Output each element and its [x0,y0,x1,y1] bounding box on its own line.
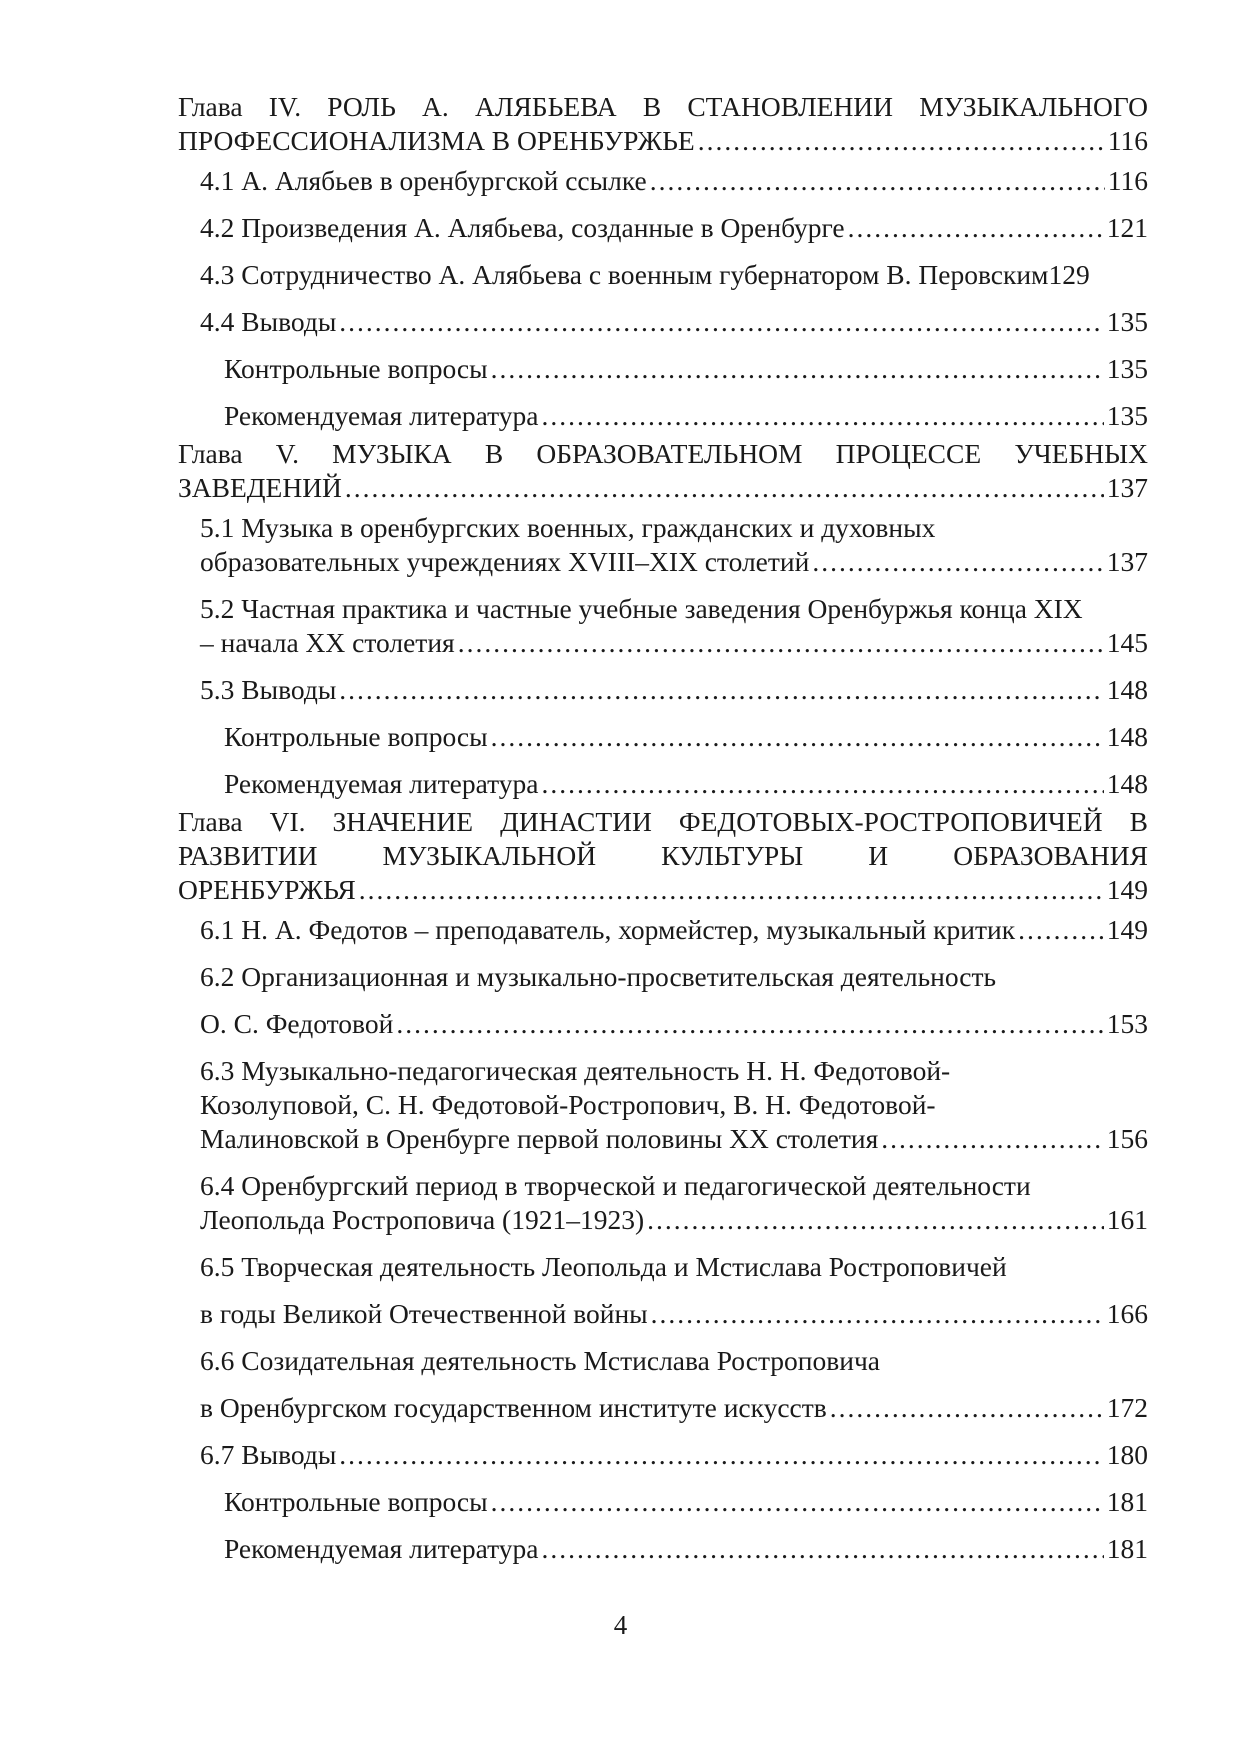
chapter-4-questions [178,352,1148,386]
leader-dots [830,1391,1104,1425]
heading-word: IV. [268,91,302,122]
section-5-3 [178,673,1148,707]
section-page: 166 [1106,1298,1148,1329]
leader-dots [396,1007,1103,1041]
heading-word: УЧЕБНЫХ [1014,438,1148,469]
section-page: 148 [1106,674,1148,705]
table-of-contents [178,90,1148,1579]
heading-word: МУЗЫКА [332,438,452,469]
chapter-5-questions [178,720,1148,754]
chapter-6-entry [178,805,1148,907]
section-title-line: Козолуповой, С. Н. Федотовой-Ростропович, В. Н. Федотовой- [200,1089,936,1120]
chapter-6-heading-line-3 [178,873,1148,907]
chapter-4-page: 116 [1107,125,1148,156]
heading-word: АЛЯБЬЕВА [474,91,617,122]
heading-word: ЗНАЧЕНИЕ [332,806,474,837]
leader-dots [647,1203,1104,1237]
section-title: – начала XX столетия [200,627,455,658]
heading-word: И [868,840,889,871]
page-number: 4 [613,1610,628,1640]
leader-dots [339,1438,1103,1472]
subsection-page: 135 [1106,400,1148,431]
chapter-5-page: 137 [1106,472,1148,503]
leader-dots [458,626,1104,660]
chapter-5-literature [178,767,1148,801]
leader-dots [541,767,1103,801]
chapter-4-title-end: ПРОФЕССИОНАЛИЗМА В ОРЕНБУРЖЬЕ [178,125,695,156]
heading-word: В [484,438,504,469]
heading-word: Глава [178,438,243,469]
section-5-2 [178,592,1148,660]
section-title-line: 6.3 Музыкально-педагогическая деятельность Н. Н. Федотовой- [200,1055,951,1086]
leader-dots [541,399,1103,433]
section-title-line-last [200,626,1148,660]
heading-word: ФЕДОТОВЫХ-РОСТРОПОВИЧЕЙ [678,806,1103,837]
section-title-line: 6.4 Оренбургский период в творческой и педагогической деятельности [200,1170,1031,1201]
leader-dots [345,471,1104,505]
heading-word: РАЗВИТИИ [178,840,318,871]
section-title: Малиновской в Оренбурге первой половины XX столетия [200,1123,879,1154]
section-page: 153 [1106,1008,1148,1039]
section-4-1 [178,164,1148,198]
section-6-3 [178,1054,1148,1156]
heading-word: СТАНОВЛЕНИИ [687,91,894,122]
chapter-6-heading-line-2 [178,839,1148,873]
subsection-title: Рекомендуемая литература [224,1533,539,1564]
subsection-title: Рекомендуемая литература [224,768,539,799]
subsection-page: 181 [1106,1533,1148,1564]
leader-dots [881,1122,1103,1156]
subsection-page: 148 [1106,721,1148,752]
section-title-line-last [200,1391,1148,1425]
leader-dots [541,1532,1103,1566]
heading-word: ДИНАСТИИ [500,806,652,837]
heading-word: РОЛЬ [327,91,396,122]
section-title-line: 6.2 Организационная и музыкально-просветительская деятельность [200,961,997,992]
subsection-title: Контрольные вопросы [224,353,488,384]
section-title: 6.1 Н. А. Федотов – преподаватель, хормейстер, музыкальный критик [200,914,1016,945]
section-4-4 [178,305,1148,339]
leader-dots [848,211,1104,245]
leader-dots [359,873,1104,907]
heading-word: МУЗЫКАЛЬНОГО [919,91,1148,122]
heading-word: VI. [269,806,306,837]
section-4-3 [178,258,1148,292]
heading-word: КУЛЬТУРЫ [661,840,804,871]
section-page: 121 [1106,212,1148,243]
section-title: Леопольда Ростроповича (1921–1923) [200,1204,645,1235]
chapter-5-entry [178,437,1148,505]
section-6-1 [178,913,1148,947]
subsection-page: 135 [1106,353,1148,384]
section-page: 156 [1106,1123,1148,1154]
section-title: образовательных учреждениях XVIII–XIX столетий [200,546,810,577]
chapter-6-title-end: ОРЕНБУРЖЬЯ [178,874,356,905]
section-title-line-last [200,1203,1148,1237]
chapter-4-entry [178,90,1148,158]
chapter-6-heading-line-1 [178,805,1148,839]
chapter-5-heading-line-1 [178,437,1148,471]
chapter-6-literature [178,1532,1148,1566]
section-title-line-last [200,1297,1148,1331]
heading-word: В [642,91,662,122]
section-title: 4.4 Выводы [200,306,337,337]
heading-word: Глава [178,806,243,837]
section-4-2 [178,211,1148,245]
leader-dots [339,305,1103,339]
section-6-4 [178,1169,1148,1237]
subsection-title: Контрольные вопросы [224,721,488,752]
chapter-4-heading-line-2 [178,124,1148,158]
section-title-line-last [200,545,1148,579]
chapter-5-heading-line-2 [178,471,1148,505]
chapter-6-page: 149 [1106,874,1148,905]
heading-word: МУЗЫКАЛЬНОЙ [382,840,597,871]
subsection-title: Рекомендуемая литература [224,400,539,431]
leader-dots [491,1485,1104,1519]
section-page: 180 [1106,1439,1148,1470]
chapter-6-questions [178,1485,1148,1519]
section-title-line: 5.1 Музыка в оренбургских военных, гражданских и духовных [200,512,936,543]
section-6-7 [178,1438,1148,1472]
leader-dots [651,1297,1104,1331]
chapter-4-heading-line-1 [178,90,1148,124]
section-6-2 [178,960,1148,1041]
section-title: в Оренбургском государственном институте искусств [200,1392,827,1423]
section-6-6 [178,1344,1148,1425]
heading-word: Глава [178,91,243,122]
heading-word: V. [275,438,299,469]
leader-dots [491,352,1104,386]
heading-word: ОБРАЗОВАНИЯ [953,840,1148,871]
subsection-title: Контрольные вопросы [224,1486,488,1517]
subsection-page: 181 [1106,1486,1148,1517]
section-page: 172 [1106,1392,1148,1423]
leader-dots [812,545,1103,579]
heading-word: В [1129,806,1148,837]
heading-word: ПРОЦЕССЕ [835,438,982,469]
leader-dots [491,720,1104,754]
section-title: О. С. Федотовой [200,1008,394,1039]
chapter-5-title-end: ЗАВЕДЕНИЙ [178,472,342,503]
section-title: 4.1 А. Алябьев в оренбургской ссылке [200,165,647,196]
section-page: 116 [1107,165,1148,196]
section-title: 5.3 Выводы [200,674,337,705]
section-title: в годы Великой Отечественной войны [200,1298,648,1329]
section-title-line: 5.2 Частная практика и частные учебные заведения Оренбуржья конца XIX [200,593,1083,624]
section-page: 149 [1106,914,1148,945]
subsection-page: 148 [1106,768,1148,799]
section-title-line-last [200,1007,1148,1041]
leader-dots [1018,913,1104,947]
section-page: 161 [1106,1204,1148,1235]
section-page: 137 [1106,546,1148,577]
leader-dots [339,673,1103,707]
chapter-4-literature [178,399,1148,433]
section-page: 135 [1106,306,1148,337]
section-title-line-last [200,1122,1148,1156]
section-title: 6.7 Выводы [200,1439,337,1470]
section-6-5 [178,1250,1148,1331]
section-5-1 [178,511,1148,579]
heading-word: ОБРАЗОВАТЕЛЬНОМ [536,438,803,469]
section-page: 129 [1048,259,1090,290]
section-title-line: 6.5 Творческая деятельность Леопольда и Мстислава Ростроповичей [200,1251,1007,1282]
heading-word: А. [422,91,449,122]
section-title: 4.3 Сотрудничество А. Алябьева с военным губернатором В. Перовским [200,259,1049,290]
leader-dots [650,164,1105,198]
section-title: 4.2 Произведения А. Алябьева, созданные в Оренбурге [200,212,845,243]
leader-dots [698,124,1105,158]
section-page: 145 [1106,627,1148,658]
section-title-line: 6.6 Созидательная деятельность Мстислава Ростроповича [200,1345,881,1376]
